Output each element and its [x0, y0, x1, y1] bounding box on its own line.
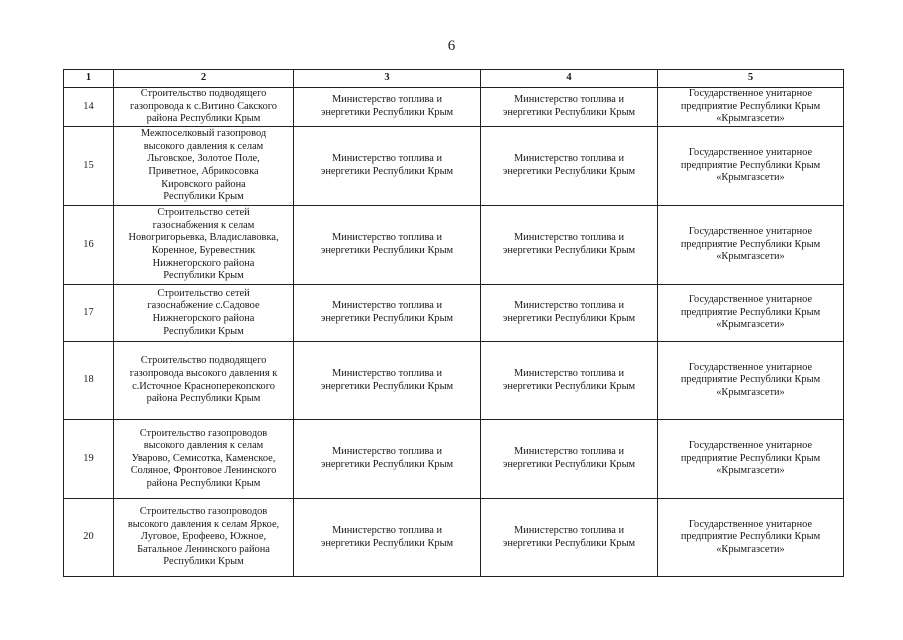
executor: Государственное унитарное предприятие Республики Крым «Крымгазсети» — [658, 88, 844, 127]
customer: Министерство топлива и энергетики Республики Крым — [481, 88, 658, 127]
table-header-row — [64, 70, 844, 88]
row-number: 18 — [64, 342, 114, 420]
object-name: Строительство газопроводов высокого давления к селам Уварово, Семисотка, Каменское, Соляное, Фронтовое Ленинского района Республики Крым — [114, 420, 294, 499]
table-row — [64, 206, 844, 285]
responsible-body: Министерство топлива и энергетики Республики Крым — [294, 342, 481, 420]
row-number: 16 — [64, 206, 114, 285]
executor: Государственное унитарное предприятие Республики Крым «Крымгазсети» — [658, 127, 844, 206]
row-number: 20 — [64, 499, 114, 577]
objects-table — [63, 69, 844, 577]
responsible-body: Министерство топлива и энергетики Республики Крым — [294, 420, 481, 499]
table-row — [64, 420, 844, 499]
object-name: Строительство сетей газоснабжение с.Садовое Нижнегорского района Республики Крым — [114, 285, 294, 342]
object-name: Строительство газопроводов высокого давления к селам Яркое, Луговое, Ерофеево, Южное, Батальное Ленинского района Республики Крым — [114, 499, 294, 577]
column-header: 5 — [658, 70, 844, 88]
column-header: 3 — [294, 70, 481, 88]
executor: Государственное унитарное предприятие Республики Крым «Крымгазсети» — [658, 342, 844, 420]
executor: Государственное унитарное предприятие Республики Крым «Крымгазсети» — [658, 285, 844, 342]
row-number: 14 — [64, 88, 114, 127]
table-row — [64, 127, 844, 206]
column-header: 1 — [64, 70, 114, 88]
table-row — [64, 342, 844, 420]
executor: Государственное унитарное предприятие Республики Крым «Крымгазсети» — [658, 499, 844, 577]
responsible-body: Министерство топлива и энергетики Республики Крым — [294, 285, 481, 342]
table-row — [64, 499, 844, 577]
object-name: Строительство сетей газоснабжения к селам Новогригорьевка, Владиславовка, Коренное, Буревестник Нижнегорского района Республики Крым — [114, 206, 294, 285]
row-number: 19 — [64, 420, 114, 499]
row-number: 15 — [64, 127, 114, 206]
responsible-body: Министерство топлива и энергетики Республики Крым — [294, 206, 481, 285]
responsible-body: Министерство топлива и энергетики Республики Крым — [294, 499, 481, 577]
table-row — [64, 88, 844, 127]
object-name: Межпоселковый газопровод высокого давления к селам Льговское, Золотое Поле, Приветное, Абрикосовка Кировского района Республики Крым — [114, 127, 294, 206]
responsible-body: Министерство топлива и энергетики Республики Крым — [294, 127, 481, 206]
column-header: 2 — [114, 70, 294, 88]
customer: Министерство топлива и энергетики Республики Крым — [481, 342, 658, 420]
object-name: Строительство подводящего газопровода высокого давления к с.Источное Красноперекопского района Республики Крым — [114, 342, 294, 420]
customer: Министерство топлива и энергетики Республики Крым — [481, 499, 658, 577]
table-row — [64, 285, 844, 342]
column-header: 4 — [481, 70, 658, 88]
executor: Государственное унитарное предприятие Республики Крым «Крымгазсети» — [658, 420, 844, 499]
customer: Министерство топлива и энергетики Республики Крым — [481, 206, 658, 285]
executor: Государственное унитарное предприятие Республики Крым «Крымгазсети» — [658, 206, 844, 285]
row-number: 17 — [64, 285, 114, 342]
customer: Министерство топлива и энергетики Республики Крым — [481, 420, 658, 499]
object-name: Строительство подводящего газопровода к с.Витино Сакского района Республики Крым — [114, 88, 294, 127]
customer: Министерство топлива и энергетики Республики Крым — [481, 127, 658, 206]
customer: Министерство топлива и энергетики Республики Крым — [481, 285, 658, 342]
responsible-body: Министерство топлива и энергетики Республики Крым — [294, 88, 481, 127]
page-number: 6 — [447, 38, 456, 54]
